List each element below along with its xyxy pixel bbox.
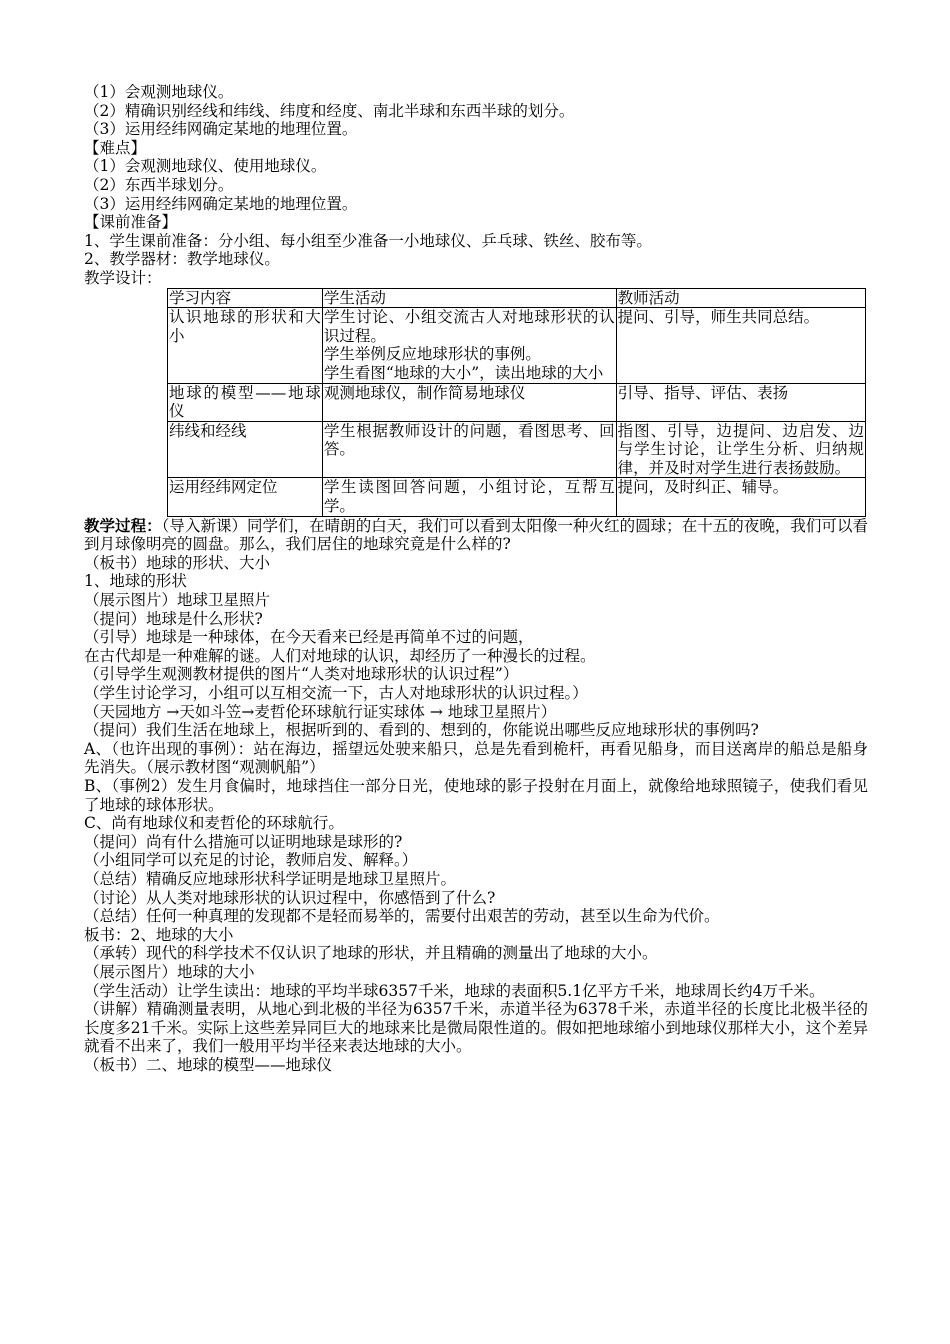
- table-cell-content: 认识地球的形状和大小: [168, 308, 323, 383]
- process-paragraph: 板书：2、地球的大小: [84, 925, 234, 944]
- table-cell-teacher: 引导、指导、评估、表扬: [616, 383, 865, 421]
- process-paragraph: （学生讨论学习，小组可以互相交流一下，古人对地球形状的认识过程。）: [84, 684, 588, 702]
- table-cell-teacher: 提问、引导，师生共同总结。: [616, 308, 865, 383]
- table-cell-teacher: 指图、引导，边提问、边启发、边与学生讨论，让学生分析、归纳规律，并及时对学生进行表扬鼓励。: [617, 421, 864, 477]
- design-heading: 教学设计：: [84, 268, 162, 287]
- table-cell-student: [322, 478, 616, 516]
- process-paragraph: （提问）我们生活在地球上，根据听到的、看到的、想到的，你能说出哪些反应地球形状的事例吗?: [84, 721, 759, 740]
- process-paragraph: 在古代却是一种难解的谜。人们对地球的认识，却经历了一种漫长的过程。: [84, 646, 596, 665]
- process-paragraph: （展示图片）地球卫星照片: [84, 591, 271, 610]
- process-paragraph: （总结）任何一种真理的发现都不是轻而易举的，需要付出艰苦的劳动，甚至以生命为代价。: [84, 907, 720, 926]
- process-paragraph: （板书）地球的形状、大小: [84, 553, 271, 572]
- objectives-section: [84, 83, 868, 288]
- student-activity: 学生根据教师设计的问题，看图思考、回答。: [323, 421, 615, 459]
- table-row: [168, 308, 866, 383]
- process-paragraph: A、（也许出现的事例）：站在海边，摇望远处驶来船只，总是先看到桅杆，再看见船身，而目送离岸的船总是船身先消失。（展示教材图“观测帆船”）: [84, 739, 868, 777]
- process-paragraph: （板书）二、地球的模型——地球仪: [84, 1055, 333, 1074]
- student-activity: 观测地球仪，制作简易地球仪: [323, 383, 526, 402]
- difficulty-heading: 【难点】: [84, 138, 147, 157]
- process-paragraph: （天园地方 →天如斗笠→麦哲伦环球航行证实球体 → 地球卫星照片）: [84, 702, 557, 721]
- process-paragraph: （提问）地球是什么形状?: [84, 609, 263, 628]
- table-row: [168, 383, 866, 421]
- process-paragraph: （展示图片）地球的大小: [84, 962, 255, 981]
- table-cell-content: 地球的模型——地球仪: [169, 383, 321, 421]
- preparation-heading: 【课前准备】: [84, 213, 178, 232]
- student-activity: 学生讨论、小组交流古人对地球形状的认识过程。: [323, 308, 615, 345]
- student-activity: 学生看图“地球的大小”，读出地球的大小: [323, 363, 604, 382]
- process-paragraph: 1、地球的形状: [84, 572, 187, 591]
- table-header-cell: 学习内容: [168, 288, 323, 308]
- process-paragraph: （讲解）精确测量表明，从地心到北极的半径为6357千米，赤道半径为6378千米，赤道半径的长度比北极半径的长度多21千米。实际上这些差异同巨大的地球来比是微局限性道的。假如把地球缩小到地球仪那样大小，这个差异就看不出来了，我们一般用平均半径来表达地球的大小。: [84, 1000, 868, 1056]
- process-heading: 教学过程：: [84, 515, 162, 535]
- table-header-cell: 学生活动: [322, 288, 616, 308]
- preparation-line: 1、学生课前准备：分小组、每小组至少准备一小地球仪、乒乓球、铁丝、胶布等。: [84, 231, 652, 250]
- difficulty-line: （2）东西半球划分。: [84, 175, 234, 194]
- objective-line: （1）会观测地球仪。: [84, 83, 234, 101]
- table-cell-student: [322, 383, 616, 421]
- table-cell-teacher: 提问，及时纠正、辅导。: [616, 478, 865, 516]
- process-paragraph: （总结）精确反应地球形状科学证明是地球卫星照片。: [84, 869, 457, 888]
- table-cell-student: [322, 421, 616, 478]
- process-section: [84, 517, 868, 1075]
- process-paragraph: （引导学生观测教材提供的图片“人类对地球形状的认识过程”）: [84, 665, 519, 684]
- table-row: [168, 421, 866, 478]
- table-row: [168, 478, 866, 516]
- process-paragraph: （讨论）从人类对地球形状的认识过程中，你感悟到了什么?: [84, 888, 496, 907]
- table-cell-student: [322, 308, 616, 383]
- process-intro-text: （导入新课）同学们，在晴朗的白天，我们可以看到太阳像一种火红的圆球；在十五的夜晚，我们可以看到月球像明亮的圆盘。那么，我们居住的地球究竟是什么样的?: [84, 516, 868, 554]
- process-paragraph: B、（事例2）发生月食偏时，地球挡住一部分日光，使地球的影子投射在月面上，就像给地球照镜子，使我们看见了地球的球体形状。: [84, 776, 868, 814]
- process-intro: [84, 517, 868, 554]
- student-activity: 学生举例反应地球形状的事例。: [323, 345, 541, 364]
- process-paragraph: （承转）现代的科学技术不仅认识了地球的形状，并且精确的测量出了地球的大小。: [84, 944, 658, 963]
- table-header-row: [168, 288, 866, 308]
- table-cell-content: 纬线和经线: [168, 421, 323, 478]
- table-header-cell: 教师活动: [616, 288, 865, 308]
- difficulty-line: （1）会观测地球仪、使用地球仪。: [84, 157, 327, 176]
- process-paragraph: （提问）尚有什么措施可以证明地球是球形的?: [84, 832, 403, 851]
- table-cell-content: 运用经纬网定位: [168, 478, 323, 516]
- preparation-line: 2、教学器材：教学地球仪。: [84, 250, 280, 269]
- objective-line: （2）精确识别经线和纬线、纬度和经度、南北半球和东西半球的划分。: [84, 101, 575, 120]
- teaching-design-table: [167, 288, 866, 517]
- student-activity: 学生读图回答问题，小组讨论，互帮互学。: [323, 478, 615, 516]
- process-paragraph: （小组同学可以充足的讨论，教师启发、解释。）: [84, 851, 418, 870]
- objective-line: （3）运用经纬网确定某地的地理位置。: [84, 120, 358, 139]
- difficulty-line: （3）运用经纬网确定某地的地理位置。: [84, 194, 358, 213]
- process-paragraph: C、尚有地球仪和麦哲伦的环球航行。: [84, 814, 344, 833]
- process-paragraph: （引导）地球是一种球体，在今天看来已经是再简单不过的问题，: [84, 628, 534, 647]
- process-paragraph: （学生活动）让学生读出：地球的平均半球6357千米，地球的表面积5.1亿平方千米，地球周长约4万千米。: [84, 981, 825, 1000]
